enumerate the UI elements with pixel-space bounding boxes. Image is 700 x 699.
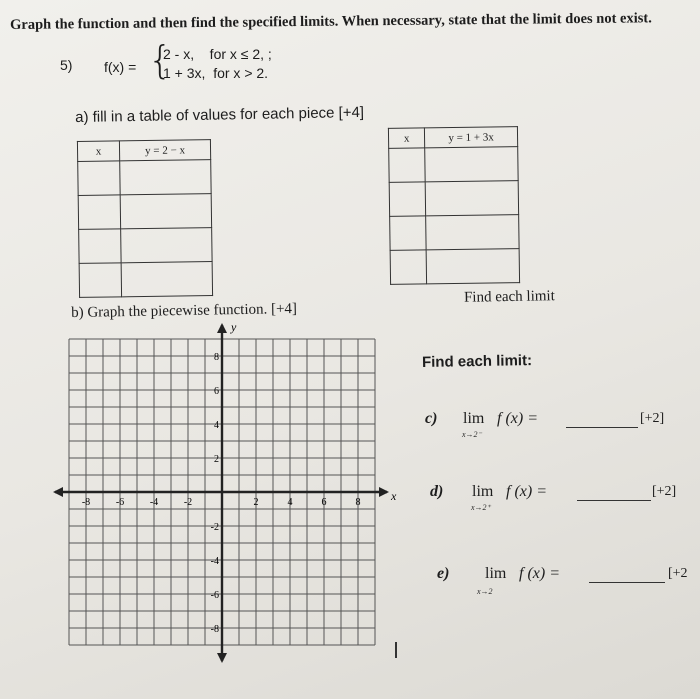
- y-tick-label: -6: [210, 590, 219, 601]
- table-cell[interactable]: [425, 147, 518, 182]
- answer-blank[interactable]: [577, 500, 651, 501]
- x-tick-label: 2: [253, 497, 259, 508]
- table-cell[interactable]: [389, 148, 426, 183]
- x-tick-label: -2: [183, 497, 193, 508]
- limit-subscript: x→2⁺: [471, 503, 491, 512]
- x-tick-label: 4: [287, 497, 293, 508]
- limit-points: [+2: [668, 566, 688, 581]
- x-tick-label: -8: [81, 497, 91, 508]
- table-cell[interactable]: [78, 161, 121, 196]
- table-row: [389, 181, 518, 217]
- table-row: [389, 147, 518, 183]
- table-cell[interactable]: [390, 250, 427, 285]
- y-tick-label: -4: [210, 556, 219, 567]
- answer-blank[interactable]: [589, 582, 665, 583]
- table-cell[interactable]: [390, 216, 427, 251]
- y-tick-label: 4: [214, 420, 219, 431]
- table-cell[interactable]: [79, 229, 122, 264]
- text-cursor: [395, 642, 397, 658]
- y-axis-down-arrow-icon: [217, 653, 227, 663]
- table-cell[interactable]: [425, 181, 518, 216]
- table-header-x: x: [388, 128, 424, 149]
- answer-blank[interactable]: [566, 427, 638, 428]
- limit-label: e): [437, 565, 450, 582]
- limit-points: [+2]: [652, 484, 677, 499]
- piecewise-brace: {: [148, 38, 173, 82]
- part-a-label: a) fill in a table of values for each piece [+4]: [75, 103, 365, 126]
- table-cell[interactable]: [79, 263, 122, 298]
- limit-expression: f (x) =: [519, 565, 560, 582]
- values-table-piece-two: [388, 126, 520, 285]
- table-row: [79, 228, 212, 264]
- instructions-heading: Graph the function and then find the specified limits. When necessary, state that the limit does not exist.: [10, 10, 652, 33]
- limit-label: c): [425, 410, 438, 427]
- y-tick-label: -8: [210, 624, 219, 635]
- limit-word: lim: [485, 565, 507, 582]
- x-tick-label: -4: [149, 497, 159, 508]
- x-axis-right-arrow-icon: [379, 487, 389, 497]
- table-cell[interactable]: [426, 215, 519, 250]
- x-tick-label: 6: [321, 497, 327, 508]
- table-header-x: x: [77, 141, 119, 162]
- x-tick-label: -6: [115, 497, 125, 508]
- table-row: [390, 215, 519, 251]
- problem-number: 5): [60, 57, 73, 73]
- table-cell[interactable]: [121, 228, 212, 263]
- x-axis-left-arrow-icon: [53, 487, 63, 497]
- table-row: [390, 249, 519, 285]
- y-tick-label: 2: [214, 454, 219, 465]
- find-each-limit-bold-heading: Find each limit:: [421, 352, 533, 371]
- find-each-limit-heading: Find each limit: [463, 288, 555, 306]
- table-cell[interactable]: [78, 195, 121, 230]
- function-name: f(x) =: [104, 59, 137, 75]
- table-cell[interactable]: [389, 182, 426, 217]
- coordinate-grid[interactable]: [60, 320, 397, 680]
- limit-word: lim: [472, 483, 494, 500]
- table-header-y: y = 2 − x: [120, 140, 211, 161]
- values-table-piece-one: [77, 139, 213, 298]
- piece-one: 2 - x, for x ≤ 2, ;: [163, 46, 272, 62]
- table-cell[interactable]: [120, 160, 211, 195]
- part-b-label: b) Graph the piecewise function. [+4]: [71, 301, 298, 321]
- y-tick-label: 8: [214, 352, 219, 363]
- x-axis-label: x: [391, 489, 397, 503]
- table-row: [78, 194, 211, 230]
- y-axis-up-arrow-icon: [217, 323, 227, 333]
- limit-subscript: x→2: [477, 587, 493, 596]
- table-cell[interactable]: [120, 194, 211, 229]
- limit-points: [+2]: [640, 411, 665, 426]
- x-tick-label: 8: [355, 497, 361, 508]
- y-axis-label: y: [231, 320, 237, 334]
- table-row: [79, 262, 212, 298]
- y-tick-label: -2: [210, 522, 219, 533]
- table-header-y: y = 1 + 3x: [425, 127, 518, 148]
- table-cell[interactable]: [426, 249, 519, 284]
- limit-label: d): [430, 483, 444, 500]
- table-row: [78, 160, 211, 196]
- limit-word: lim: [463, 410, 485, 427]
- limit-subscript: x→2⁻: [462, 430, 482, 439]
- table-cell[interactable]: [121, 262, 212, 297]
- limit-expression: f (x) =: [497, 410, 538, 427]
- y-tick-label: 6: [214, 386, 219, 397]
- limit-expression: f (x) =: [506, 483, 547, 500]
- piece-two: 1 + 3x, for x > 2.: [163, 65, 269, 81]
